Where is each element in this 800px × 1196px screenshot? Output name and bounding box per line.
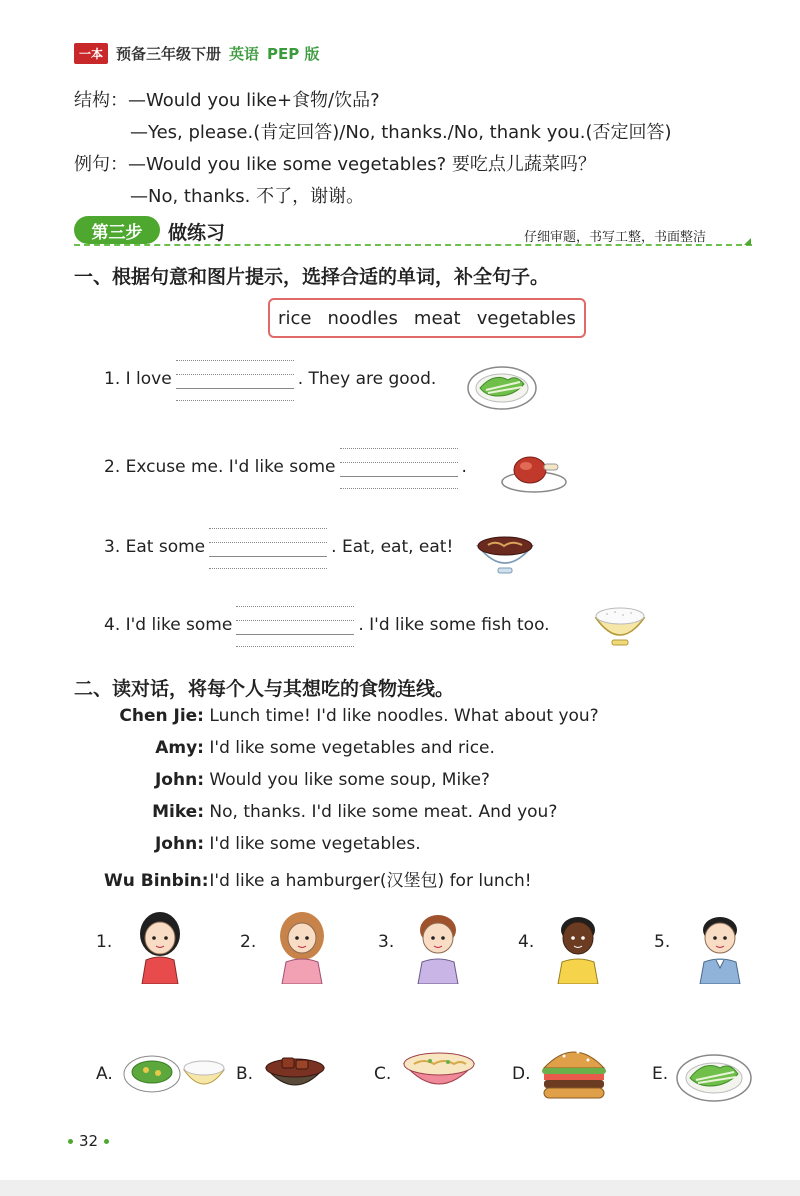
boy-brown-hair-figure[interactable] bbox=[406, 906, 470, 984]
dialogue-text: Lunch time! I'd like noodles. What about you? bbox=[209, 706, 599, 726]
exercise-1-item bbox=[104, 604, 550, 646]
speaker-name: Amy: bbox=[155, 738, 204, 758]
sentence-end: . They are good. bbox=[297, 369, 437, 389]
word-bank-item: noodles bbox=[327, 307, 398, 329]
book-grade: 预备三年级下册 bbox=[116, 44, 222, 63]
dialogue-text: I'd like some vegetables. bbox=[209, 834, 421, 854]
noodles-bowl-picture bbox=[474, 528, 536, 578]
book-subject: 英语 bbox=[229, 44, 260, 63]
boy-dark-skin-figure[interactable] bbox=[546, 906, 610, 984]
structure-answer: —Yes, please.(肯定回答)/No, thanks./No, thank you.(否定回答) bbox=[130, 122, 672, 143]
speaker-name: John: bbox=[154, 770, 204, 790]
sentence-start: 2. Excuse me. I'd like some bbox=[104, 457, 336, 477]
word-bank-item: meat bbox=[413, 307, 461, 329]
dialogue-line bbox=[104, 802, 557, 822]
book-edition: PEP 版 bbox=[267, 44, 320, 63]
exercise-1-title: 一、根据句意和图片提示，选择合适的单词，补全句子。 bbox=[74, 266, 550, 288]
sentence-end: . Eat, eat, eat! bbox=[331, 537, 454, 557]
vegetable-plate-picture[interactable] bbox=[674, 1050, 754, 1104]
example-question: —Would you like some vegetables? 要吃点儿蔬菜吗？ bbox=[128, 154, 596, 175]
speaker-name: John: bbox=[154, 834, 204, 854]
bullet-dot-icon bbox=[68, 1139, 73, 1144]
example-label: 例句： bbox=[74, 154, 128, 175]
example-line bbox=[74, 150, 596, 176]
exercise-1-item bbox=[104, 358, 436, 400]
dialogue-line bbox=[104, 738, 495, 758]
step-badge: 第三步 bbox=[74, 216, 160, 244]
person-number: 1. bbox=[96, 932, 113, 952]
dialogue-text: No, thanks. I'd like some meat. And you? bbox=[209, 802, 558, 822]
food-letter: A. bbox=[96, 1064, 113, 1084]
girl-curly-hair-figure[interactable] bbox=[270, 906, 334, 984]
exercise-2-title: 二、读对话，将每个人与其想吃的食物连线。 bbox=[74, 678, 455, 700]
rice-bowl-picture bbox=[592, 600, 648, 648]
structure-label: 结构： bbox=[74, 90, 128, 111]
vegetables-picture bbox=[464, 362, 540, 412]
dialogue-line bbox=[104, 770, 490, 790]
sentence-start: 4. I'd like some bbox=[104, 615, 233, 635]
boy-glasses-shirt-figure[interactable] bbox=[688, 906, 752, 984]
dialogue-line bbox=[104, 834, 421, 854]
vegetables-and-rice-picture[interactable] bbox=[122, 1046, 228, 1100]
word-bank-item: rice bbox=[278, 307, 312, 329]
step-tip: 仔细审题，书写工整，书面整洁 bbox=[524, 230, 707, 245]
person-number: 3. bbox=[378, 932, 395, 952]
sentence-end: . I'd like some fish too. bbox=[358, 615, 550, 635]
speaker-name: Wu Binbin: bbox=[104, 871, 209, 891]
braised-meat-bowl-picture[interactable] bbox=[262, 1046, 328, 1100]
page-header bbox=[74, 40, 320, 66]
dialogue-text: Would you like some soup, Mike? bbox=[209, 770, 490, 790]
corner-triangle-icon bbox=[744, 238, 751, 245]
step-title: 做练习 bbox=[168, 222, 226, 244]
structure-line bbox=[74, 86, 380, 112]
food-letter: E. bbox=[652, 1064, 669, 1084]
person-number: 4. bbox=[518, 932, 535, 952]
food-letter: C. bbox=[374, 1064, 392, 1084]
word-bank-item: vegetables bbox=[476, 307, 576, 329]
page-number bbox=[68, 1132, 109, 1150]
sentence-start: 3. Eat some bbox=[104, 537, 206, 557]
answer-blank[interactable] bbox=[340, 446, 458, 488]
person-number: 5. bbox=[654, 932, 671, 952]
speaker-name: Mike: bbox=[152, 802, 204, 822]
dialogue-line bbox=[104, 866, 532, 891]
bottom-edge bbox=[0, 1180, 800, 1196]
dialogue-line bbox=[104, 706, 599, 726]
example-answer: —No, thanks. 不了，谢谢。 bbox=[130, 186, 365, 207]
exercise-1-item bbox=[104, 446, 467, 488]
bullet-dot-icon bbox=[104, 1139, 109, 1144]
step-divider bbox=[74, 244, 752, 246]
sentence-end: . bbox=[461, 457, 467, 477]
answer-blank[interactable] bbox=[176, 358, 294, 400]
answer-blank[interactable] bbox=[209, 526, 327, 568]
dialogue-text: I'd like a hamburger(汉堡包) for lunch! bbox=[209, 871, 532, 891]
dialogue-text: I'd like some vegetables and rice. bbox=[209, 738, 495, 758]
brand-logo: 一本 bbox=[74, 43, 108, 64]
girl-pigtails-figure[interactable] bbox=[128, 906, 192, 984]
answer-blank[interactable] bbox=[236, 604, 354, 646]
speaker-name: Chen Jie: bbox=[119, 706, 204, 726]
noodle-soup-picture[interactable] bbox=[400, 1044, 478, 1100]
word-bank bbox=[268, 298, 586, 338]
hamburger-picture[interactable] bbox=[538, 1040, 610, 1102]
sentence-start: 1. I love bbox=[104, 369, 172, 389]
food-letter: D. bbox=[512, 1064, 531, 1084]
exercise-1-item bbox=[104, 526, 453, 568]
structure-question: —Would you like+食物/饮品? bbox=[128, 90, 380, 111]
page-number-text: 32 bbox=[79, 1132, 99, 1150]
person-number: 2. bbox=[240, 932, 257, 952]
meat-picture bbox=[500, 452, 570, 494]
food-letter: B. bbox=[236, 1064, 254, 1084]
